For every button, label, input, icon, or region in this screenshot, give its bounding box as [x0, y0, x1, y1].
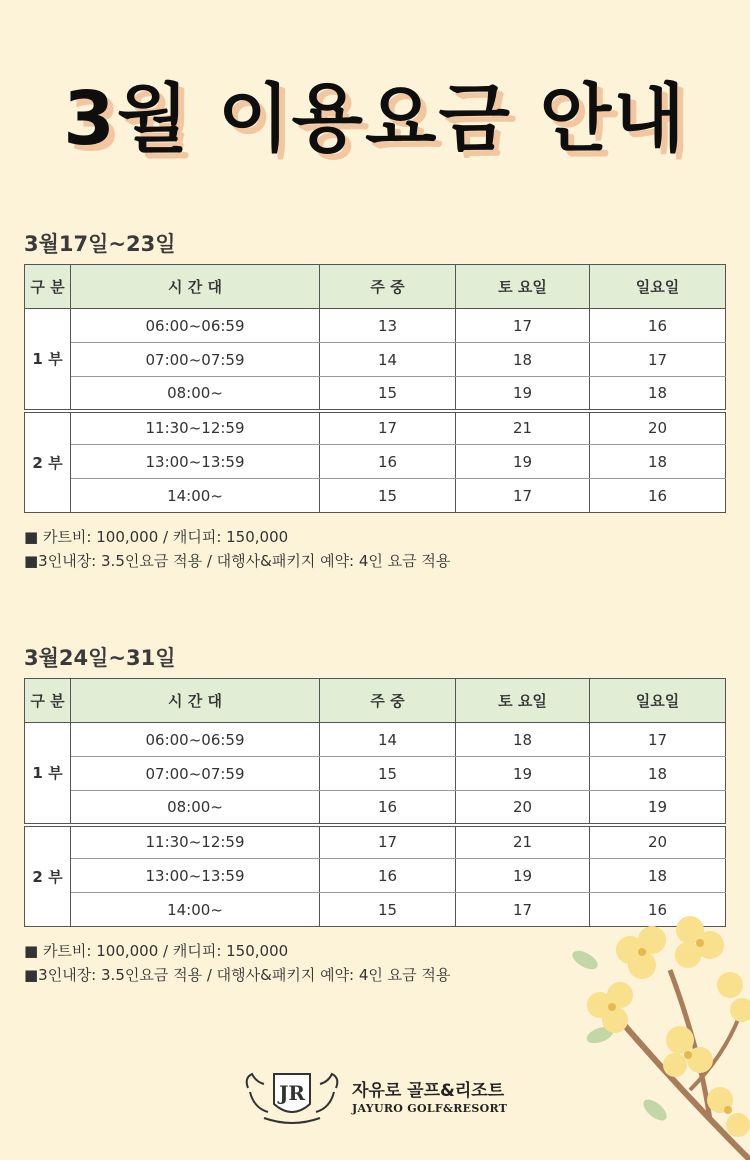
- saturday-cell: 19: [456, 445, 590, 479]
- period-label: 3월24일~31일: [24, 646, 176, 670]
- saturday-cell: 18: [456, 343, 590, 377]
- weekday-cell: 15: [320, 479, 456, 513]
- sunday-cell: 17: [590, 343, 726, 377]
- group-label: 2 부: [25, 825, 71, 927]
- weekday-cell: 16: [320, 859, 456, 893]
- table-row: [25, 343, 726, 377]
- header-weekday: 주 중: [320, 679, 456, 723]
- table-row: [25, 825, 726, 859]
- note-line: ■3인내장: 3.5인요금 적용 / 대행사&패키지 예약: 4인 요금 적용: [24, 552, 451, 570]
- group-label: 1 부: [25, 723, 71, 825]
- sunday-cell: 16: [590, 479, 726, 513]
- header-saturday: 토 요일: [456, 679, 590, 723]
- group-label: 1 부: [25, 309, 71, 411]
- saturday-cell: 18: [456, 723, 590, 757]
- weekday-cell: 17: [320, 411, 456, 445]
- weekday-cell: 15: [320, 757, 456, 791]
- time-cell: 07:00~07:59: [71, 343, 320, 377]
- weekday-cell: 15: [320, 377, 456, 411]
- weekday-cell: 14: [320, 723, 456, 757]
- note-line: ■ 카트비: 100,000 / 캐디피: 150,000: [24, 528, 289, 546]
- time-cell: 13:00~13:59: [71, 445, 320, 479]
- saturday-cell: 20: [456, 791, 590, 825]
- resort-emblem-icon: [240, 1068, 344, 1128]
- saturday-cell: 21: [456, 825, 590, 859]
- forsythia-decoration: [560, 910, 750, 1160]
- table-row: [25, 757, 726, 791]
- time-cell: 08:00~: [71, 791, 320, 825]
- table-row: [25, 309, 726, 343]
- period-label: 3월17일~23일: [24, 232, 176, 256]
- time-cell: 11:30~12:59: [71, 825, 320, 859]
- note-line: ■3인내장: 3.5인요금 적용 / 대행사&패키지 예약: 4인 요금 적용: [24, 966, 451, 984]
- saturday-cell: 17: [456, 309, 590, 343]
- sunday-cell: 20: [590, 825, 726, 859]
- sunday-cell: 18: [590, 859, 726, 893]
- sunday-cell: 18: [590, 757, 726, 791]
- time-cell: 07:00~07:59: [71, 757, 320, 791]
- sunday-cell: 16: [590, 309, 726, 343]
- saturday-cell: 19: [456, 859, 590, 893]
- time-cell: 06:00~06:59: [71, 309, 320, 343]
- rate-table: [24, 678, 726, 927]
- weekday-cell: 15: [320, 893, 456, 927]
- saturday-cell: 19: [456, 377, 590, 411]
- sunday-cell: 20: [590, 411, 726, 445]
- header-time: 시 간 대: [71, 679, 320, 723]
- header-sunday: 일요일: [590, 679, 726, 723]
- saturday-cell: 19: [456, 757, 590, 791]
- sunday-cell: 18: [590, 377, 726, 411]
- fee-notes: [24, 525, 726, 573]
- note-line: ■ 카트비: 100,000 / 캐디피: 150,000: [24, 942, 289, 960]
- resort-name-korean: 자유로 골프&리조트: [352, 1081, 505, 1101]
- table-row: [25, 377, 726, 411]
- saturday-cell: 17: [456, 479, 590, 513]
- header-weekday: 주 중: [320, 265, 456, 309]
- table-row: [25, 411, 726, 445]
- header-sunday: 일요일: [590, 265, 726, 309]
- table-row: [25, 791, 726, 825]
- page-title: 3월 이용요금 안내: [63, 76, 687, 162]
- sunday-cell: 16: [590, 893, 726, 927]
- header-division: 구 분: [25, 679, 71, 723]
- resort-name-english: JAYURO GOLF&RESORT: [352, 1102, 508, 1115]
- table-row: [25, 723, 726, 757]
- sunday-cell: 19: [590, 791, 726, 825]
- time-cell: 13:00~13:59: [71, 859, 320, 893]
- weekday-cell: 16: [320, 445, 456, 479]
- table-row: [25, 859, 726, 893]
- weekday-cell: 14: [320, 343, 456, 377]
- time-cell: 06:00~06:59: [71, 723, 320, 757]
- header-time: 시 간 대: [71, 265, 320, 309]
- resort-logo: [240, 1068, 540, 1128]
- saturday-cell: 21: [456, 411, 590, 445]
- time-cell: 11:30~12:59: [71, 411, 320, 445]
- rate-section-1: [24, 228, 726, 573]
- table-row: [25, 479, 726, 513]
- group-label: 2 부: [25, 411, 71, 513]
- sunday-cell: 17: [590, 723, 726, 757]
- sunday-cell: 18: [590, 445, 726, 479]
- rate-table: [24, 264, 726, 513]
- saturday-cell: 17: [456, 893, 590, 927]
- header-saturday: 토 요일: [456, 265, 590, 309]
- header-division: 구 분: [25, 265, 71, 309]
- time-cell: 14:00~: [71, 479, 320, 513]
- time-cell: 08:00~: [71, 377, 320, 411]
- weekday-cell: 16: [320, 791, 456, 825]
- emblem-monogram: JR: [278, 1081, 306, 1105]
- time-cell: 14:00~: [71, 893, 320, 927]
- table-row: [25, 445, 726, 479]
- weekday-cell: 13: [320, 309, 456, 343]
- weekday-cell: 17: [320, 825, 456, 859]
